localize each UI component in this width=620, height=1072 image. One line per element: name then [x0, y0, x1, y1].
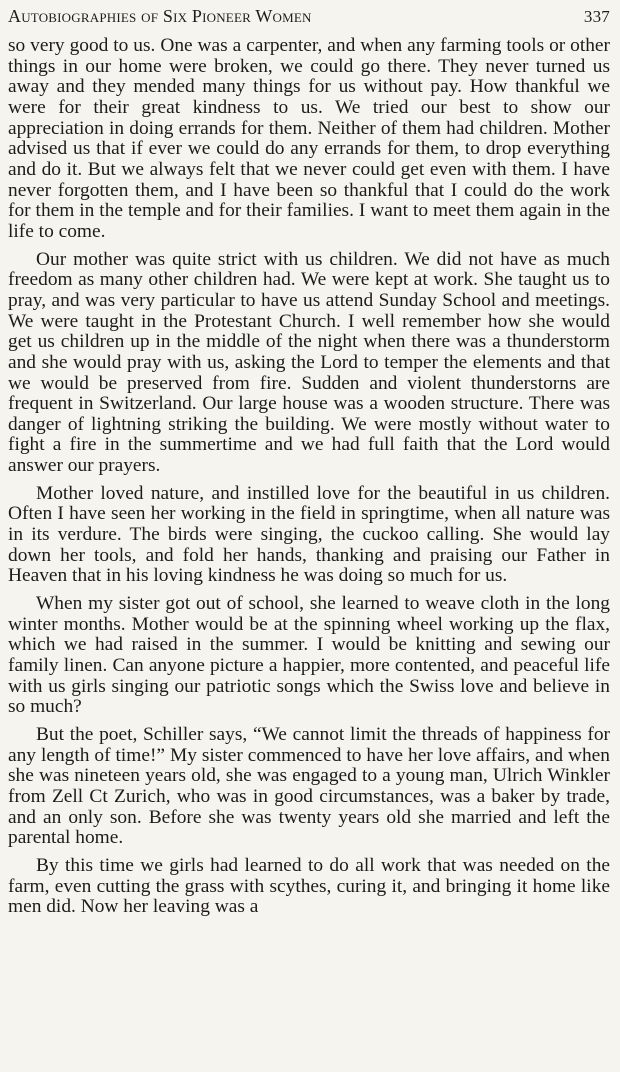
running-head: Autobiographies of Six Pioneer Women: [8, 6, 312, 26]
paragraph-schiller: But the poet, Schiller says, “We cannot limit the threads of happiness for any length of time!” My sister commenced to have her love affairs, and when she was nineteen years old, she was engaged to a young man, Ulrich Winkler from Zell Ct Zurich, who was in good circumstances, was a baker by trade, and an only son. Before she was twenty years old she married and left the parental home.: [8, 724, 610, 849]
paragraph-mother-nature: Mother loved nature, and instilled love for the beautiful in us children. Often I have seen her working in the field in springtime, when all nature was in its verdure. The birds were singing, the cuckoo calling. She would lay down her tools, and fold her hands, thanking and praising our Father in Heaven that in his loving kindness he was doing so much for us.: [8, 482, 610, 587]
page-header: [8, 6, 610, 36]
page-number: 337: [583, 7, 610, 26]
paragraph-sister-weaving: When my sister got out of school, she learned to weave cloth in the long winter months. Mother would be at the spinning wheel working up the flax, which we had raised in the summer. I would be knitting and sewing our family linen. Can anyone picture a happier, more contented, and peaceful life with us girls singing our patriotic songs which the Swiss love and believe in so much?: [8, 593, 610, 718]
paragraph-farm-work: By this time we girls had learned to do all work that was needed on the farm, even cutting the grass with scythes, curing it, and bringing it home like men did. Now her leaving was a: [8, 854, 610, 918]
paragraph-mother-strict: Our mother was quite strict with us children. We did not have as much freedom as many other children had. We were kept at work. She taught us to pray, and was very particular to have us attend Sunday School and meetings. We were taught in the Protestant Church. I well remember how she would get us children up in the middle of the night when there was a thunderstorm and she would pray with us, asking the Lord to temper the elements and that we would be preserved from fire. Sudden and violent thunderstorns are frequent in Switzerland. Our large house was a wooden structure. There was danger of lightning striking the building. We were mostly without water to fight a fire in the summertime and we had full faith that the Lord would answer our prayers.: [8, 248, 610, 477]
paragraph-continued: so very good to us. One was a carpenter, and when any farming tools or other things in our home were broken, we could go there. They never turned us away and they mended many things for us without pay. How thankful we were for their great kindness to us. We tried our best to show our appreciation in doing errands for them. Neither of them had children. Mother advised us that if ever we could do any errands for them, to drop everything and do it. But we always felt that we never could get even with them. I have never forgotten them, and I have been so thankful that I could do the work for them in the temple and for their families. I want to meet them again in the life to come.: [8, 35, 610, 242]
page-body: [8, 36, 610, 918]
